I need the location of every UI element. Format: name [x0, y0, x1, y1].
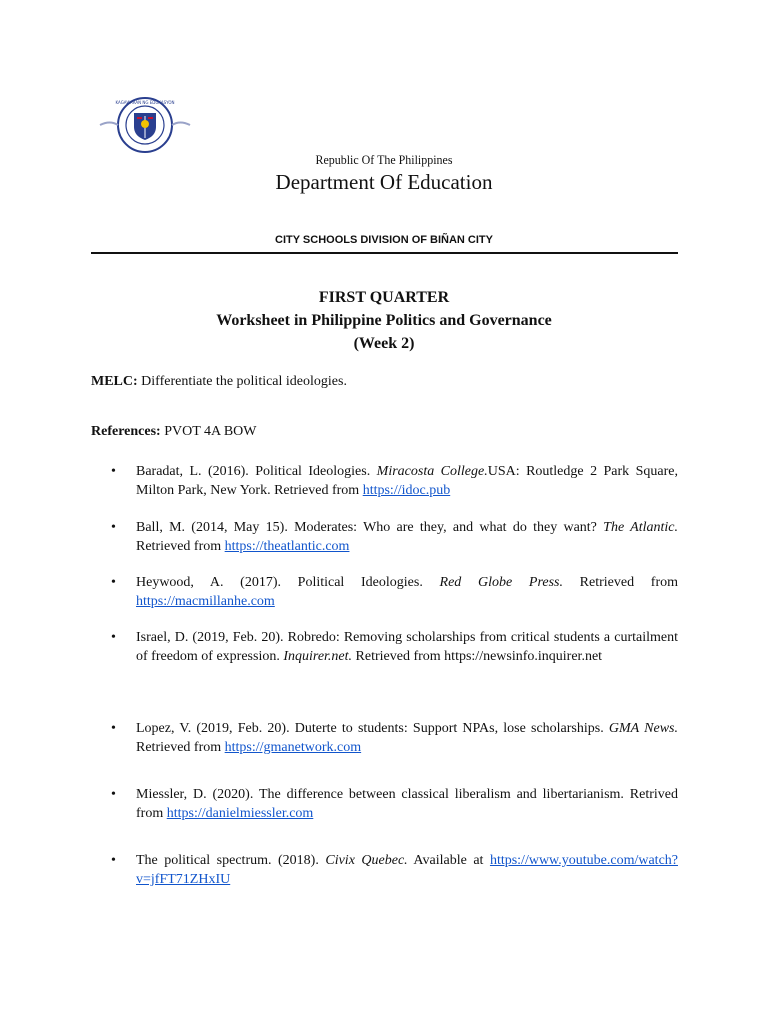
list-item	[136, 628, 678, 666]
ref-text: Baradat, L. (2016). Political Ideologies.	[136, 464, 377, 479]
ref-text: Retrieved from	[136, 740, 225, 755]
list-item	[136, 573, 678, 611]
melc-label: MELC:	[91, 374, 138, 389]
header-divider	[91, 252, 678, 254]
republic-line: Republic Of The Philippines	[315, 152, 453, 167]
deped-seal-logo	[90, 96, 200, 154]
melc-text: Differentiate the political ideologies.	[141, 374, 347, 389]
ref-source: Miracosta College.	[376, 464, 488, 479]
ref-link[interactable]: https://gmanetwork.com	[224, 740, 362, 755]
quarter-title: FIRST QUARTER	[318, 289, 450, 306]
seal-lettering: KAGAWARAN NG EDUKASYON	[115, 100, 175, 105]
list-item	[136, 785, 678, 823]
week-title: (Week 2)	[353, 335, 415, 352]
ref-link[interactable]: https://idoc.pub	[362, 483, 451, 498]
ref-text: Lopez, V. (2019, Feb. 20). Duterte to students: Support NPAs, lose scholarships.	[136, 721, 609, 736]
ref-link[interactable]: https://danielmiessler.com	[166, 806, 314, 821]
worksheet-title: Worksheet in Philippine Politics and Governance	[216, 312, 552, 329]
ref-text: Heywood, A. (2017). Political Ideologies.	[136, 575, 440, 590]
division-name: CITY SCHOOLS DIVISION OF BIÑAN CITY	[275, 234, 493, 246]
ref-link[interactable]: https://www.youtube.com/watch?v=jfFT71ZHxIU	[136, 853, 678, 887]
list-item	[136, 719, 678, 757]
ref-text: USA: Routledge 2 Park Square, Milton Park, New York. Retrieved from	[136, 464, 679, 498]
worksheet-titles	[0, 286, 768, 355]
ref-link[interactable]: https://macmillanhe.com	[136, 594, 275, 609]
ref-text: Retrieved from	[136, 539, 225, 554]
ref-link[interactable]: https://theatlantic.com	[224, 539, 350, 554]
melc-line	[91, 374, 347, 390]
ref-text: Available at	[407, 853, 490, 868]
references-text: PVOT 4A BOW	[164, 424, 257, 439]
ref-text: Ball, M. (2014, May 15). Moderates: Who are they, and what do they want?	[136, 520, 604, 535]
list-item	[136, 518, 678, 556]
ref-text: Miessler, D. (2020). The difference between classical liberalism and libertarianism. Retrived from	[136, 787, 678, 821]
ref-text: Retrieved from https://newsinfo.inquirer.net	[352, 649, 603, 664]
department-title: Department Of Education	[275, 170, 493, 194]
ref-text: Israel, D. (2019, Feb. 20). Robredo: Removing scholarships from critical students a curtailment of freedom of expression.	[136, 630, 678, 664]
ref-source: The Atlantic.	[603, 520, 678, 535]
ref-text: Retrieved from	[562, 575, 678, 590]
ref-source: Inquirer.net.	[283, 649, 353, 664]
ref-source: Red Globe Press.	[439, 575, 563, 590]
list-item	[136, 462, 678, 500]
list-item	[136, 851, 678, 889]
references-header	[91, 424, 257, 440]
ref-text: The political spectrum. (2018).	[136, 853, 326, 868]
references-label: References:	[91, 424, 161, 439]
ref-source: Civix Quebec.	[325, 853, 408, 868]
ref-source: GMA News.	[608, 721, 678, 736]
